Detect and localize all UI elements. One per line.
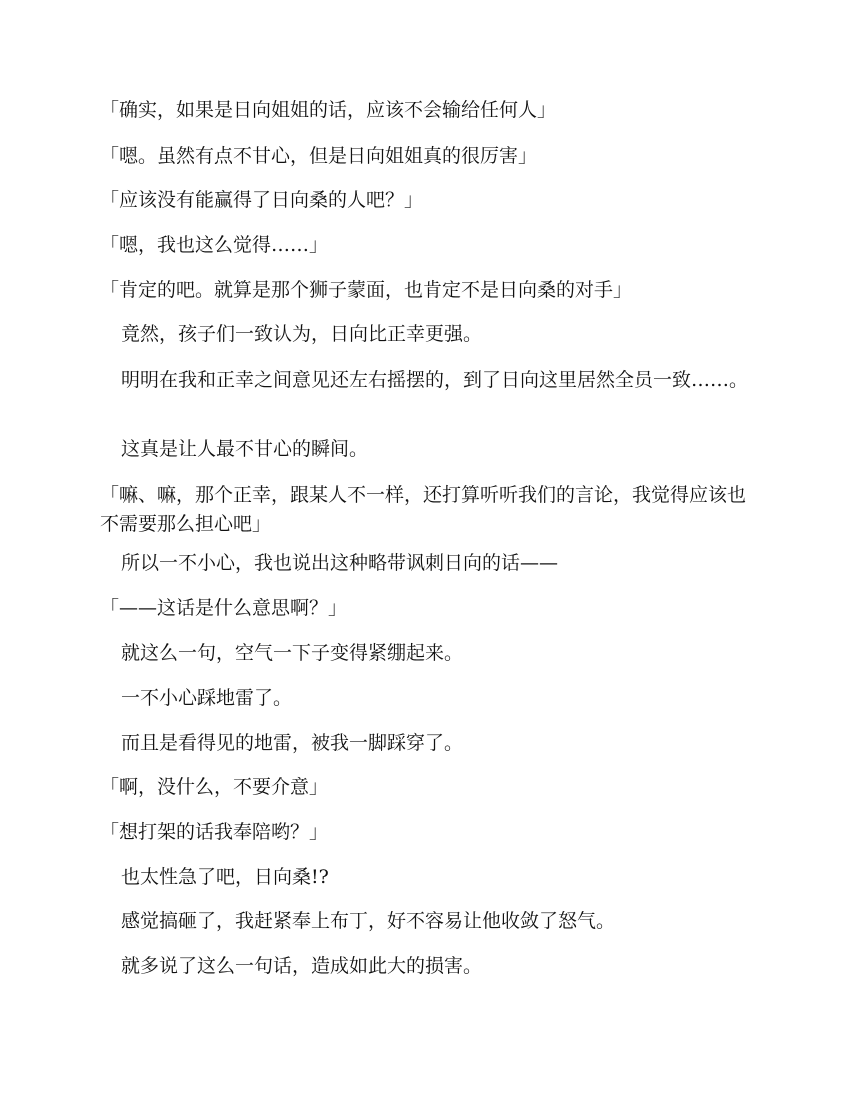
dialogue-line: 「啊，没什么，不要介意」	[100, 776, 329, 798]
dialogue-line: 「嗯。虽然有点不甘心，但是日向姐姐真的很厉害」	[100, 145, 538, 167]
dialogue-line: 「想打架的话我奉陪哟？」	[100, 821, 329, 843]
dialogue-line: 「确实，如果是日向姐姐的话，应该不会输给任何人」	[100, 99, 557, 121]
narration-paragraph: 竟然，孩子们一致认为，日向比正幸更强。	[121, 323, 483, 345]
narration-paragraph: 所以一不小心，我也说出这种略带讽刺日向的话——	[121, 552, 559, 574]
narration-paragraph: 明明在我和正幸之间意见还左右摇摆的，到了日向这里居然全员一致……。	[121, 369, 749, 391]
narration-paragraph: 就多说了这么一句话，造成如此大的损害。	[121, 955, 483, 977]
narration-paragraph: 就这么一句，空气一下子变得紧绷起来。	[121, 642, 464, 664]
narration-paragraph: 也太性急了吧，日向桑!?	[121, 866, 329, 888]
dialogue-line: 「——这话是什么意思啊？」	[100, 597, 348, 619]
narration-paragraph: 这真是让人最不甘心的瞬间。	[121, 438, 369, 460]
narration-paragraph: 一不小心踩地雷了。	[121, 687, 293, 709]
dialogue-line: 「嗯，我也这么觉得……」	[100, 234, 329, 256]
dialogue-line: 「肯定的吧。就算是那个狮子蒙面，也肯定不是日向桑的对手」	[100, 279, 633, 301]
dialogue-line: 「应该没有能赢得了日向桑的人吧？」	[100, 189, 424, 211]
narration-paragraph: 而且是看得见的地雷，被我一脚踩穿了。	[121, 732, 464, 754]
narration-paragraph: 感觉搞砸了，我赶紧奉上布丁，好不容易让他收敛了怒气。	[121, 910, 616, 932]
dialogue-line: 「嘛、嘛，那个正幸，跟某人不一样，还打算听听我们的言论，我觉得应该也不需要那么担心吧」	[100, 484, 747, 535]
